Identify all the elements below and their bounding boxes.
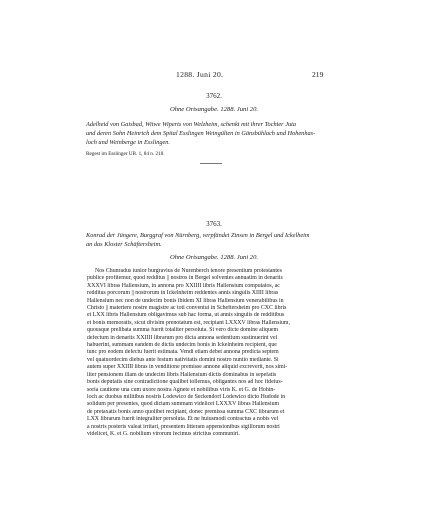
text-line: Christo || matertere nostre magistre ac toti conventui in Scheftersheim pro CXC libris: [87, 305, 287, 312]
running-header-date: 1288. Juni 20.: [176, 70, 224, 79]
text-line: solidum per presentes, quod dictam summam videlicet LXXXV libras Hallensium: [87, 401, 280, 408]
summary-line: an das Kloster Schäftersheim.: [86, 240, 162, 248]
text-line: et bonis memoratis, sicut divisim prenotatum est, recipiant LXXXV libras Hallensium,: [87, 319, 290, 326]
text-line: autem super XXIIII libras in venditione premisse annone aliquid excreverit, nos simi-: [87, 364, 288, 371]
entry-summary: [86, 121, 348, 147]
source-note: Regest im Esslinger UB. 1, 84 n. 218.: [86, 151, 165, 157]
text-line: LXX librarum fuerit integraliter persoluta. Et ne huiusmodi contractus a nobis vel: [87, 416, 279, 423]
summary-line: loch und Weinberge in Esslingen.: [86, 138, 171, 146]
divider: [200, 163, 222, 164]
entry-summary: [86, 232, 348, 250]
text-line: Hallensium nec non de undecim bonis ibidem XI libras Hallensium venerabilibus in: [87, 297, 284, 304]
text-line: tunc pro eodem defectu fuerit estimata. Vendi etiam debet annona predicta septem: [87, 349, 279, 356]
text-line: quousque prelibata summa fuerit totaliter persoluta. Si vero dicte domine aliquem: [87, 327, 279, 334]
text-line: bonis deputatis sine contradictione qualibet tollemus, obligantes nos ad hoc fideius-: [87, 379, 283, 386]
text-line: XXXVI libras Hallensium, in annona pro XXIIII libris Hallensium computatos, ac: [87, 282, 280, 289]
charter-text: [87, 268, 349, 438]
entry-number: 3763.: [206, 220, 222, 228]
text-line: defectum in denariis XXIIII librarum pro dicta annona sedentium sustinuerint vel: [87, 334, 278, 341]
text-line: de pretaxatis bonis anno quolibet recipiant, donec premissa summa CXC librarum et: [87, 408, 285, 415]
text-line: vel quatuordecim diebus ante festum nativitatis domini nostro nuntio mediante. Si: [87, 356, 279, 363]
entry-number: 3762.: [206, 92, 222, 100]
text-line: et LXX libris Hallensium obligavimus sub hac forma, ut annis singulis de redditibus: [87, 312, 285, 319]
text-line: a nostris posteris valeat irritari, presentem litteram appensionibus sigillorum nostri: [87, 423, 280, 430]
summary-line: und deren Sohn Heinrich dem Spital Esslingen Weingülten in Gänsbühlach und Hohenhas-: [86, 129, 316, 137]
text-line: habuerint, summam eandem de dictis undecim bonis in Ickelnheim recipient, que: [87, 342, 277, 349]
text-line: soria cautione una cum uxore nostra Agnete et nobilibus viris K. et G. de Hohin-: [87, 386, 276, 393]
summary-line: Adelheid von Gaisbad, Witwe Wiperts von Welzheim, schenkt mit ihrer Tochter Juta: [86, 121, 297, 128]
text-line: loch ac duobus militibus nostris Lodewico de Seckendorf Lodewico dicto Hudode in: [87, 393, 286, 400]
text-line: publice profitemur, quod redditus || nostros in Bergel solventes annuatim in denariis: [87, 275, 283, 282]
summary-line: Konrad der Jüngere, Burggraf von Nürnberg, verpfändet Zinsen in Bergel und Ickelheim: [86, 232, 310, 239]
text-line: liter pensionem illam de undecim libris Hallensium dictis dominabus in sepefatis: [87, 371, 277, 378]
page-number: 219: [312, 70, 324, 79]
entry-date: Ohne Ortsangabe. 1288. Juni 20.: [169, 254, 259, 261]
text-line: redditus porcorum || nostrorum in Ickelnheim reddentes annis singulis XIIII libras: [87, 290, 279, 297]
text-line: Nos Chunradus iunior burgravius de Nurenberch tenore presentium protestantes: [95, 268, 282, 274]
text-line: videlicet, K. et G. nobilium virorum fecimus strictius communiri.: [87, 430, 240, 437]
entry-date: Ohne Ortsangabe. 1288. Juni 20.: [169, 106, 259, 113]
